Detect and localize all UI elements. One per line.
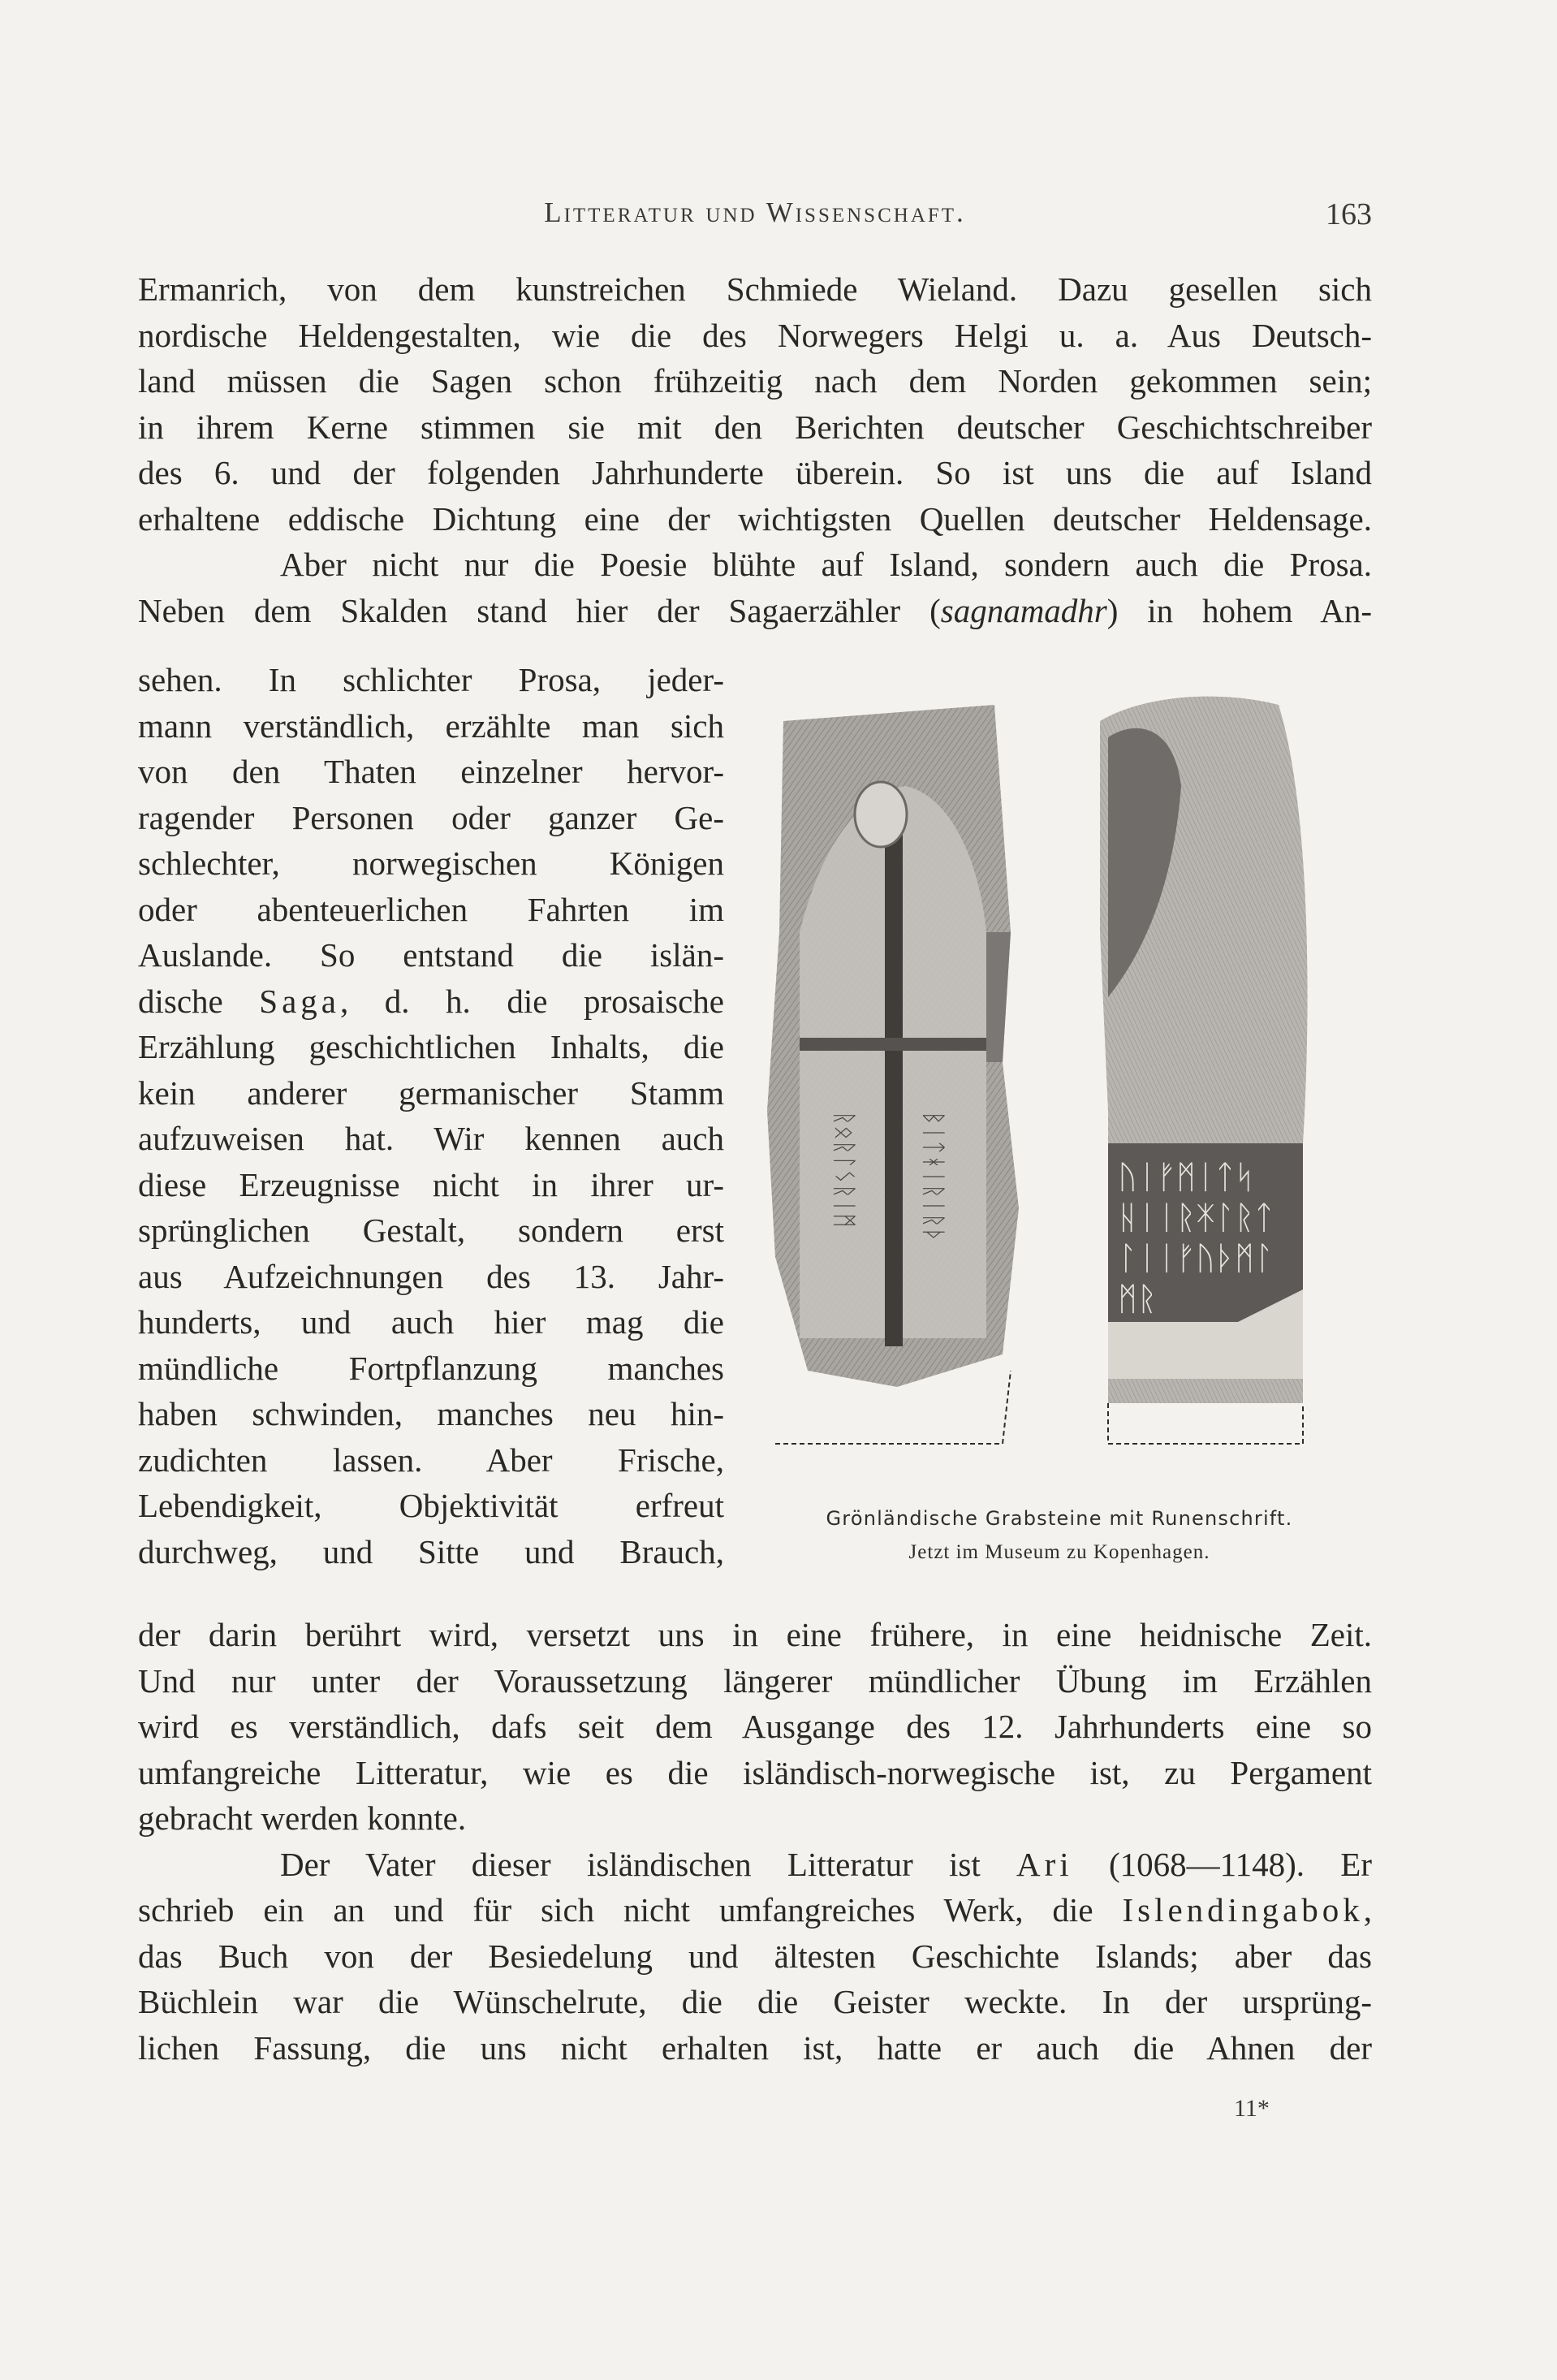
svg-text:ᛗᚱ: ᛗᚱ — [1118, 1281, 1157, 1318]
text-segment: ) in hohem An- — [1106, 591, 1372, 629]
text-line: diese Erzeugnisse nicht in ihrer ur- — [138, 1165, 724, 1203]
text-segment: dische — [138, 982, 260, 1020]
text-line — [138, 588, 1372, 634]
running-title: Litteratur und Wissenschaft. — [544, 197, 966, 228]
text-line: mann verständlich, erzählte man sich — [138, 706, 724, 745]
text-segment: schrieb ein an und für sich nicht umfangreiches Werk, die — [138, 1891, 1123, 1929]
svg-text:ᚢᛁᚠᛗᛁᛏᛋ: ᚢᛁᚠᛗᛁᛏᛋ — [1118, 1159, 1254, 1196]
text-segment: , d. h. die prosaische — [339, 982, 724, 1020]
text-line: Auslande. So entstand die islän- — [138, 936, 724, 974]
text-line — [138, 1842, 1372, 1888]
text-line: kein anderer germanischer Stamm — [138, 1073, 724, 1112]
text-segment: Der Vater dieser isländischen Litteratur ist — [280, 1845, 1017, 1883]
text-line: nordische Heldengestalten, wie die des Norwegers Helgi u. a. Aus Deutsch- — [138, 316, 1372, 354]
text-line: wird es verständlich, dafs seit dem Ausgange des 12. Jahrhunderts eine so — [138, 1708, 1372, 1745]
text-line: umfangreiche Litteratur, wie es die isländisch-norwegische ist, zu Pergament — [138, 1753, 1372, 1791]
text-segment: , — [1363, 1891, 1372, 1929]
text-line: haben schwinden, manches neu hin- — [138, 1395, 724, 1432]
svg-text:ᛒᛁᛏᚼᛁᚱᛁᚱᚦ: ᛒᛁᛏᚼᛁᚱᛁᚱᚦ — [919, 1111, 947, 1242]
text-line: aus Aufzeichnungen des 13. Jahr- — [138, 1257, 724, 1295]
text-line: Aber nicht nur die Poesie blühte auf Island, sondern auch die Prosa. — [280, 546, 1372, 583]
text-line: sprünglichen Gestalt, sondern erst — [138, 1212, 724, 1249]
text-line: der darin berührt wird, versetzt uns in eine frühere, in eine heidnische Zeit. — [138, 1616, 1372, 1653]
text-line: hunderts, und auch hier mag die — [138, 1303, 724, 1341]
text-line: oder abenteuerlichen Fahrten im — [138, 890, 724, 928]
gravestone-right — [1100, 697, 1308, 1444]
text-line: gebracht werden konnte. — [138, 1799, 467, 1837]
text-line: erhaltene eddische Dichtung eine der wichtigsten Quellen deutscher Heldensage. — [138, 499, 1372, 538]
svg-text:ᚱᛟᚱᛚᛊᚱᛁᛗ: ᚱᛟᚱᛚᛊᚱᛁᛗ — [830, 1111, 858, 1228]
text-line: Erzählung geschichtlichen Inhalts, die — [138, 1028, 724, 1065]
text-line: durchweg, und Sitte und Brauch, — [138, 1532, 724, 1570]
sheet-signature: 11* — [1234, 2095, 1270, 2122]
text-line: land müssen die Sagen schon frühzeitig nach dem Norden gekommen sein; — [138, 362, 1372, 400]
text-line: von den Thaten einzelner hervor- — [138, 753, 724, 790]
paragraph-block-top — [138, 266, 1372, 633]
text-line — [138, 978, 724, 1025]
text-line: Lebendigkeit, Objektivität erfreut — [138, 1487, 724, 1524]
text-line: sehen. In schlichter Prosa, jeder- — [138, 661, 724, 698]
text-line — [138, 1887, 1372, 1933]
title-islendingabok: Islendingabok — [1122, 1891, 1364, 1929]
name-ari: Ari — [1016, 1845, 1073, 1883]
text-line: Ermanrich, von dem kunstreichen Schmiede Wieland. Dazu gesellen sich — [138, 270, 1372, 308]
term-saga: Saga — [259, 982, 340, 1020]
paragraph-block-left — [138, 657, 724, 1574]
gravestones-illustration — [751, 689, 1368, 1501]
text-line: schlechter, norwegischen Königen — [138, 844, 724, 882]
page-header — [138, 197, 1372, 237]
text-line: das Buch von der Besiedelung und ältesten Geschichte Islands; aber das — [138, 1937, 1372, 1975]
text-line: in ihrem Kerne stimmen sie mit den Berichten deutscher Geschichtschreiber — [138, 408, 1372, 446]
svg-text:ᛚᛁᛁᚠᚢᚦᛗᛚ: ᛚᛁᛁᚠᚢᚦᛗᛚ — [1118, 1240, 1274, 1277]
svg-text:ᚺᛁᛁᚱᛡᛚᚱᛏ: ᚺᛁᛁᚱᛡᛚᚱᛏ — [1118, 1199, 1274, 1237]
text-line: Und nur unter der Voraussetzung längerer mündlicher Übung im Erzählen — [138, 1661, 1372, 1700]
figure-caption-note: Jetzt im Museum zu Kopenhagen. — [908, 1541, 1210, 1563]
text-line: mündliche Fortpflanzung manches — [138, 1349, 724, 1387]
figure-caption-title: Grönländische Grabsteine mit Runenschrift. — [826, 1507, 1293, 1530]
figure-gravestones — [751, 689, 1368, 1598]
paragraph-block-bottom — [138, 1612, 1372, 2071]
text-segment: (1068—1148). Er — [1072, 1845, 1372, 1883]
text-line: ragender Personen oder ganzer Ge- — [138, 798, 724, 836]
gravestone-left — [767, 705, 1019, 1444]
text-segment: Neben dem Skalden stand hier der Sagaerzähler ( — [138, 591, 941, 629]
text-line: des 6. und der folgenden Jahrhunderte überein. So ist uns die auf Island — [138, 454, 1372, 491]
page-number: 163 — [1326, 197, 1372, 231]
text-line: aufzuweisen hat. Wir kennen auch — [138, 1120, 724, 1157]
term-sagnamadhr: sagnamadhr — [940, 591, 1107, 629]
text-line: lichen Fassung, die uns nicht erhalten ist, hatte er auch die Ahnen der — [138, 2028, 1372, 2067]
text-line: zudichten lassen. Aber Frische, — [138, 1441, 724, 1479]
text-line: Büchlein war die Wünschelrute, die die Geister weckte. In der ursprüng- — [138, 1983, 1372, 2020]
